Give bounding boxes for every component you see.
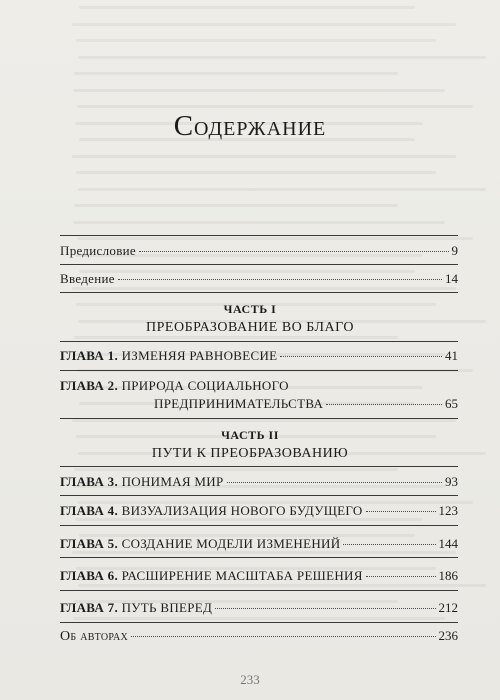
page-number: 41 xyxy=(445,348,458,363)
chapter-title: ИЗМЕНЯЯ РАВНОВЕСИЕ xyxy=(121,348,278,363)
divider xyxy=(60,418,458,420)
part-title: ПУТИ К ПРЕОБРАЗОВАНИЮ xyxy=(151,446,349,461)
divider xyxy=(60,264,458,266)
dot-leader xyxy=(326,404,442,405)
chapter-title: СОЗДАНИЕ МОДЕЛИ ИЗМЕНЕНИЙ xyxy=(121,536,341,551)
page-number: 186 xyxy=(438,568,458,583)
page-number: 236 xyxy=(438,628,458,643)
entry-label: Предисловие xyxy=(60,243,136,258)
divider xyxy=(60,235,458,237)
page-number: 212 xyxy=(438,600,458,615)
divider xyxy=(60,341,458,343)
chapter-prefix: ГЛАВА 3. xyxy=(60,474,119,489)
toc-entry-chapter-4 xyxy=(60,503,458,519)
divider xyxy=(60,292,458,294)
page-number: 65 xyxy=(445,396,458,411)
dot-leader xyxy=(131,636,435,637)
divider xyxy=(60,370,458,372)
page-number: 9 xyxy=(451,243,458,258)
chapter-title: РАСШИРЕНИЕ МАСШТАБА РЕШЕНИЯ xyxy=(121,568,363,583)
dot-leader xyxy=(366,511,436,512)
page-folio: 233 xyxy=(240,672,260,687)
page-title: Содержание xyxy=(173,110,327,142)
toc-entry-chapter-6 xyxy=(60,568,458,584)
part-title: ПРЕОБРАЗОВАНИЕ ВО БЛАГО xyxy=(146,320,354,335)
entry-label: Об авторах xyxy=(60,629,129,644)
toc-entry-chapter-3 xyxy=(60,474,458,490)
chapter-title: ВИЗУАЛИЗАЦИЯ НОВОГО БУДУЩЕГО xyxy=(121,503,363,518)
chapter-prefix: ГЛАВА 7. xyxy=(60,600,119,615)
dot-leader xyxy=(139,251,449,252)
divider xyxy=(60,495,458,497)
toc-entry-introduction xyxy=(60,271,458,287)
toc-entry-chapter-7 xyxy=(60,600,458,616)
page-number: 14 xyxy=(445,271,458,286)
chapter-title: ПРИРОДА СОЦИАЛЬНОГО xyxy=(121,378,289,393)
page-number: 93 xyxy=(445,474,458,489)
divider xyxy=(60,622,458,624)
dot-leader xyxy=(215,608,435,609)
chapter-prefix: ГЛАВА 2. xyxy=(60,378,119,393)
dot-leader xyxy=(343,544,435,545)
page-number: 144 xyxy=(438,536,458,551)
dot-leader xyxy=(227,482,443,483)
toc-entry-chapter-2 xyxy=(60,378,458,412)
chapter-prefix: ГЛАВА 1. xyxy=(60,348,119,363)
part-number: ЧАСТЬ I xyxy=(223,302,277,316)
chapter-title-continued: ПРЕДПРИНИМАТЕЛЬСТВА xyxy=(154,396,324,411)
chapter-title: ПОНИМАЯ МИР xyxy=(121,474,224,489)
divider xyxy=(60,557,458,559)
chapter-prefix: ГЛАВА 4. xyxy=(60,503,119,518)
dot-leader xyxy=(280,356,442,357)
divider xyxy=(60,525,458,527)
chapter-prefix: ГЛАВА 6. xyxy=(60,568,119,583)
toc-entry-chapter-1 xyxy=(60,348,458,364)
page-number: 123 xyxy=(438,503,458,518)
part-heading-1 xyxy=(0,302,500,336)
entry-label: Введение xyxy=(60,271,115,286)
toc-entry-chapter-5 xyxy=(60,536,458,552)
toc-entry-preface xyxy=(60,243,458,259)
dot-leader xyxy=(118,279,442,280)
part-number: ЧАСТЬ II xyxy=(221,428,279,442)
chapter-title: ПУТЬ ВПЕРЕД xyxy=(121,600,213,615)
dot-leader xyxy=(366,576,436,577)
divider xyxy=(60,466,458,468)
toc-entry-about-authors xyxy=(60,628,458,645)
divider xyxy=(60,590,458,592)
chapter-prefix: ГЛАВА 5. xyxy=(60,536,119,551)
part-heading-2 xyxy=(0,428,500,462)
